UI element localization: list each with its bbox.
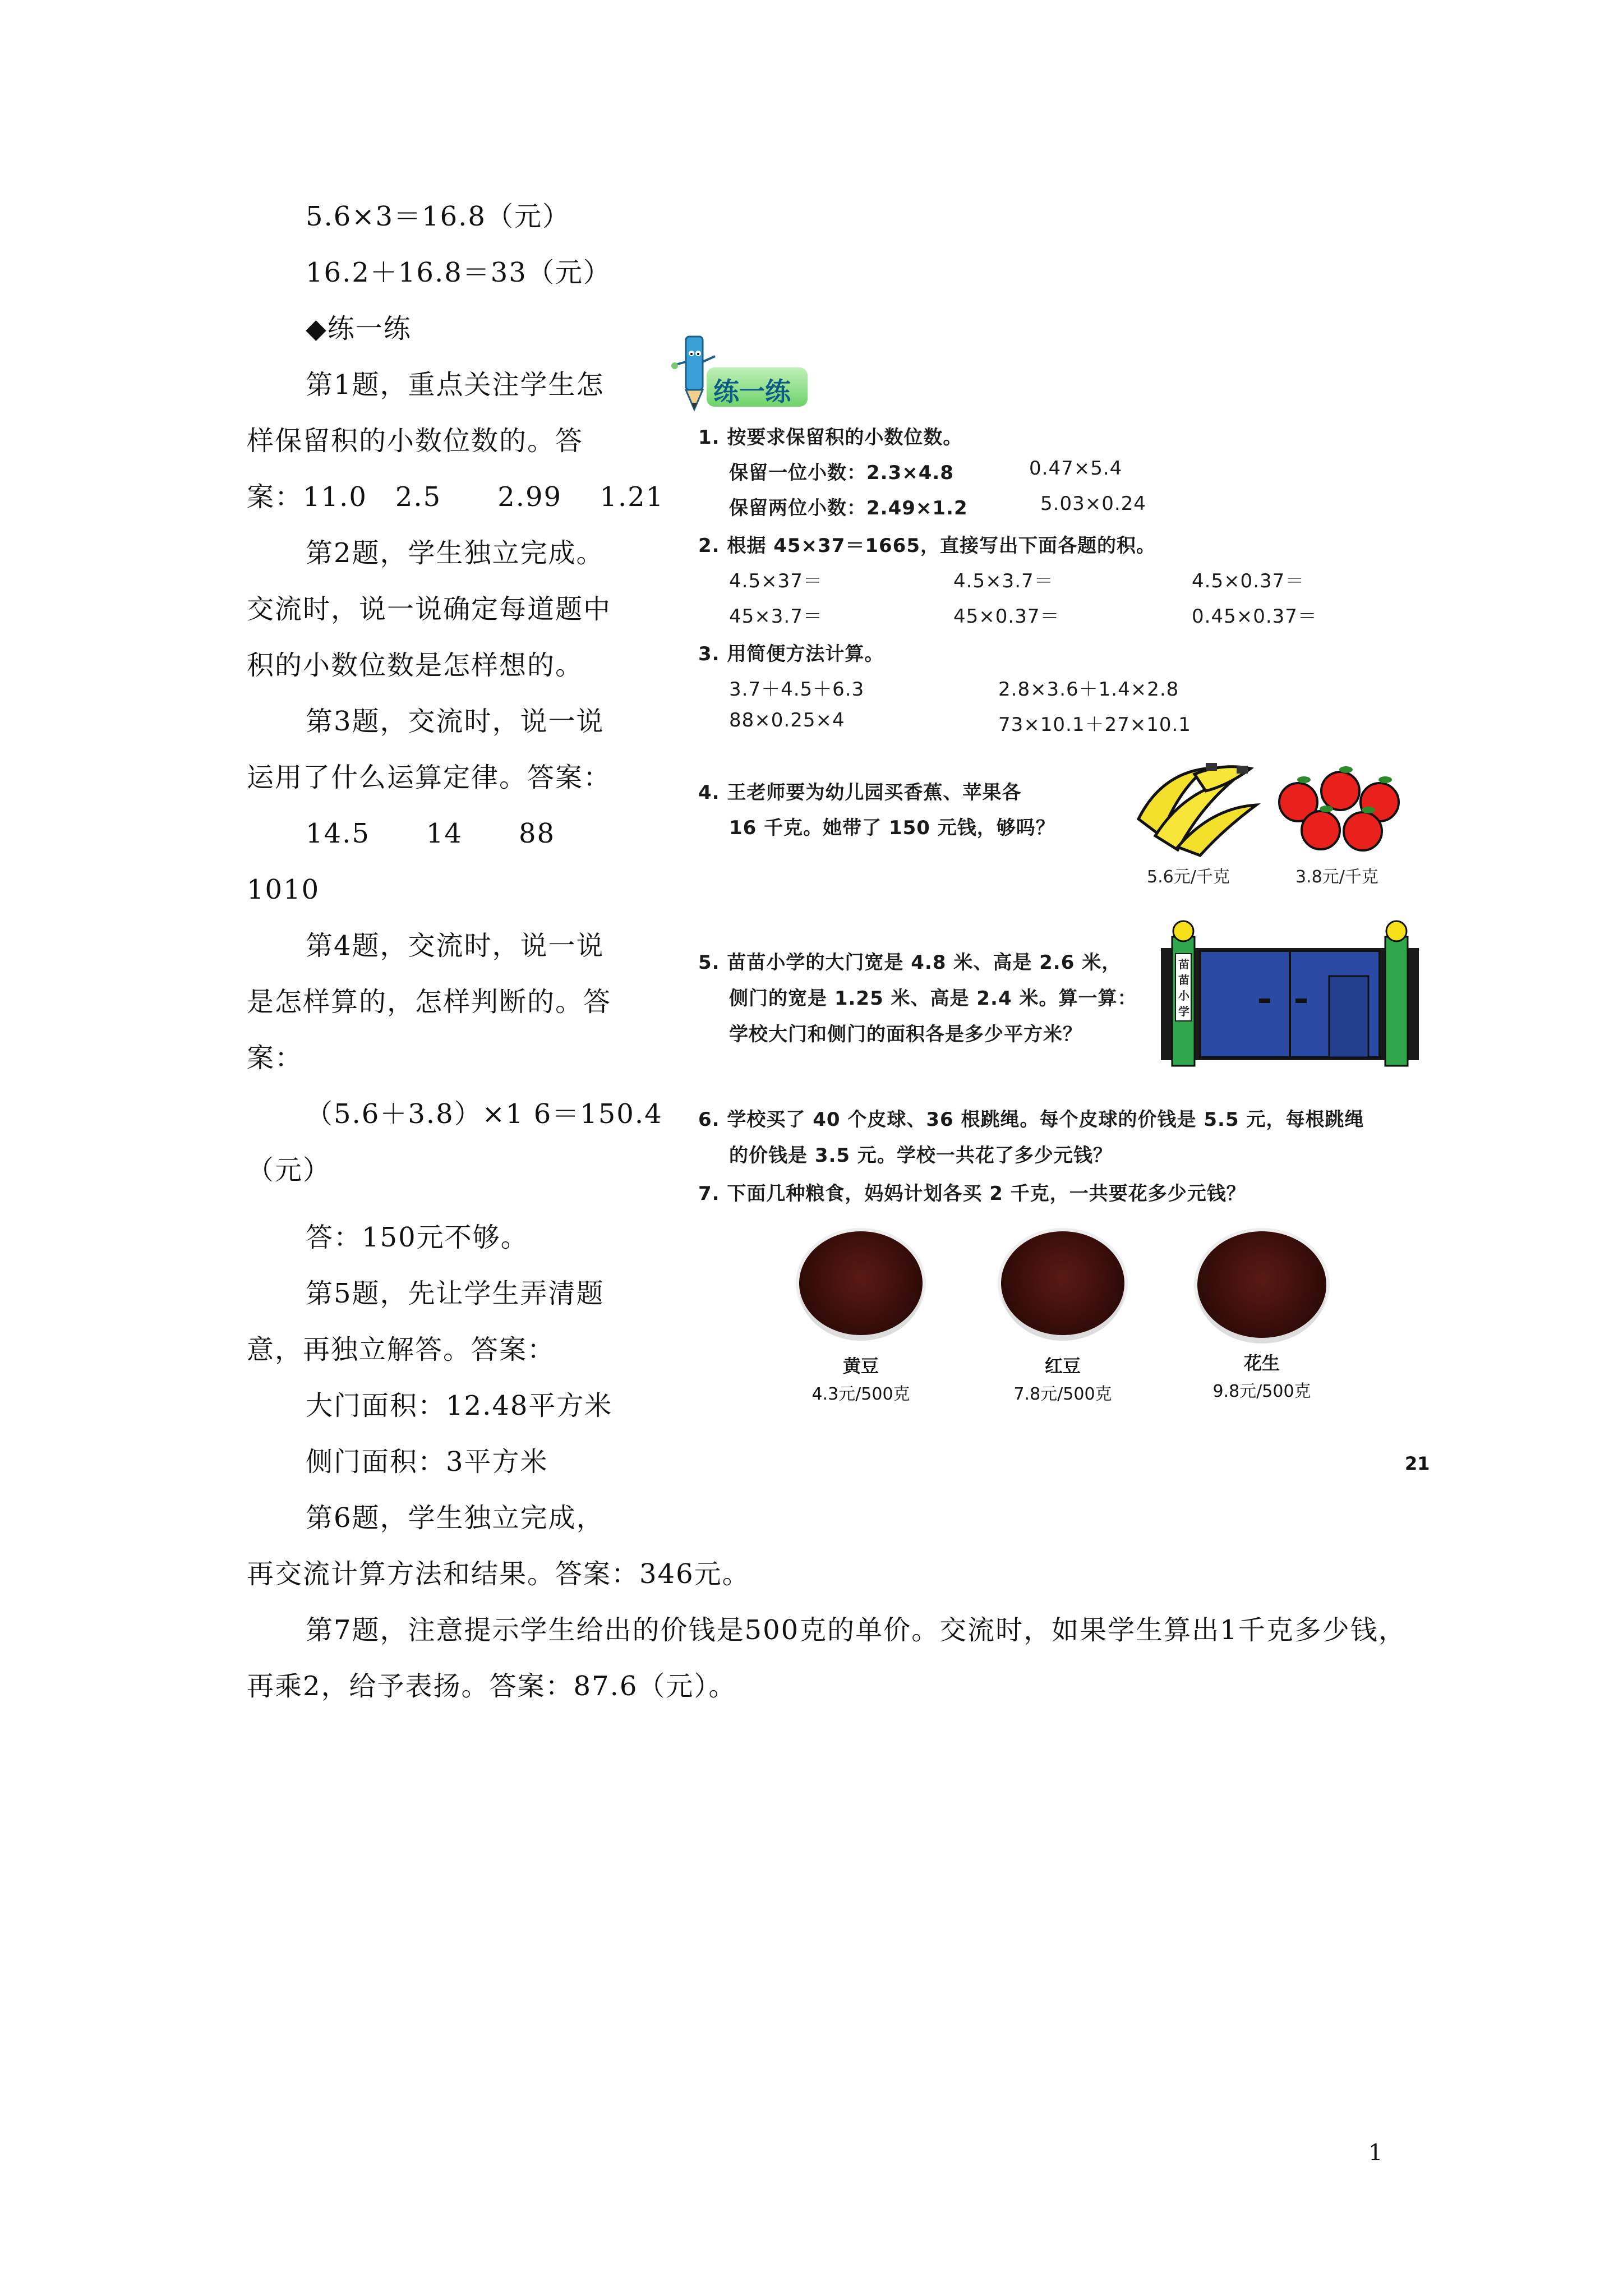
q2-item: 45×3.7＝ xyxy=(729,605,823,628)
banana-price: 5.6元/千克 xyxy=(1147,867,1230,887)
note-line: 1010 xyxy=(247,874,320,905)
note-line: 第7题，注意提示学生给出的价钱是500克的单价。交流时，如果学生算出1千克多少钱， xyxy=(306,1614,1407,1646)
question-6: 的价钱是 3.5 元。学校一共花了多少元钱？ xyxy=(729,1144,1113,1167)
peanut-bowl-image xyxy=(1197,1231,1326,1338)
textbook-page-number: 21 xyxy=(1405,1453,1430,1474)
q2-item: 45×0.37＝ xyxy=(953,605,1060,628)
note-line: 第4题，交流时，说一说 xyxy=(306,930,605,961)
note-line: 侧门面积：3平方米 xyxy=(306,1446,548,1478)
question-7: 7. 下面几种粮食，妈妈计划各买 2 千克，一共要花多少元钱？ xyxy=(698,1182,1246,1205)
q1-item: 保留一位小数：2.3×4.8 xyxy=(729,462,954,484)
section-heading: ◆练一练 xyxy=(306,313,412,344)
q1-item: 保留两位小数：2.49×1.2 xyxy=(729,497,968,519)
note-line: 案：11.0 2.5 2.99 1.21 xyxy=(247,481,665,513)
apple-icon xyxy=(1273,763,1408,858)
question-1: 1. 按要求保留积的小数位数。 xyxy=(698,426,963,449)
note-line: 样保留积的小数位数的。答 xyxy=(247,425,584,457)
note-line: 答：150元不够。 xyxy=(306,1222,529,1253)
grain-price: 4.3元/500克 xyxy=(811,1384,910,1404)
grain-name: 红豆 xyxy=(1044,1355,1081,1377)
note-line: 16.2＋16.8＝33（元） xyxy=(306,257,611,288)
note-line: 第5题，先让学生弄清题 xyxy=(306,1278,605,1309)
note-line: 再交流计算方法和结果。答案：346元。 xyxy=(247,1558,750,1590)
note-line: 运用了什么运算定律。答案： xyxy=(247,762,612,793)
gate-sign: 苗苗小学 xyxy=(1178,958,1189,1018)
note-line: 第3题，交流时，说一说 xyxy=(306,706,605,737)
question-6: 6. 学校买了 40 个皮球、36 根跳绳。每个皮球的价钱是 5.5 元，每根跳绳 xyxy=(698,1108,1364,1131)
note-line: 案： xyxy=(247,1042,303,1074)
school-gate-illustration xyxy=(1161,920,1419,1071)
red-bean-bowl-image xyxy=(1001,1231,1124,1335)
q3-item: 2.8×3.6＋1.4×2.8 xyxy=(998,678,1179,701)
grain-name: 黄豆 xyxy=(842,1355,879,1377)
q2-item: 4.5×0.37＝ xyxy=(1192,570,1305,592)
q3-item: 73×10.1＋27×10.1 xyxy=(998,714,1191,736)
page-number: 1 xyxy=(1368,2140,1383,2166)
q3-item: 3.7＋4.5＋6.3 xyxy=(729,678,865,701)
question-5: 学校大门和侧门的面积各是多少平方米？ xyxy=(729,1023,1082,1046)
grain-price: 7.8元/500克 xyxy=(1013,1384,1112,1404)
note-line: 交流时，说一说确定每道题中 xyxy=(247,593,612,625)
note-line: 第2题，学生独立完成。 xyxy=(306,537,605,569)
exercise-header: 练一练 xyxy=(713,376,791,407)
q2-item: 4.5×37＝ xyxy=(729,570,823,592)
note-line: 积的小数位数是怎样想的。 xyxy=(247,650,584,681)
note-line: 第6题，学生独立完成， xyxy=(306,1502,605,1534)
note-line: 是怎样算的，怎样判断的。答 xyxy=(247,986,612,1018)
apple-price: 3.8元/千克 xyxy=(1295,867,1378,887)
q1-item: 5.03×0.24 xyxy=(1040,493,1146,515)
note-line: 第1题，重点关注学生怎 xyxy=(306,369,605,401)
q1-item: 0.47×5.4 xyxy=(1029,457,1123,480)
q2-item: 0.45×0.37＝ xyxy=(1192,605,1317,628)
question-4: 16 千克。她带了 150 元钱，够吗？ xyxy=(729,817,1055,839)
question-3: 3. 用简便方法计算。 xyxy=(698,643,884,665)
grain-price: 9.8元/500克 xyxy=(1212,1382,1311,1401)
grain-name: 花生 xyxy=(1243,1352,1280,1374)
question-2: 2. 根据 45×37＝1665，直接写出下面各题的积。 xyxy=(698,535,1156,557)
note-line: （元） xyxy=(247,1154,331,1186)
note-line: 再乘2，给予表扬。答案：87.6（元）。 xyxy=(247,1671,737,1702)
note-line: 大门面积：12.48平方米 xyxy=(306,1390,613,1421)
q2-item: 4.5×3.7＝ xyxy=(953,570,1054,592)
note-line: （5.6＋3.8）×1 6＝150.4 xyxy=(306,1098,663,1130)
question-4: 4. 王老师要为幼儿园买香蕉、苹果各 xyxy=(698,781,1022,804)
q3-item: 88×0.25×4 xyxy=(729,709,845,731)
soybean-bowl-image xyxy=(799,1231,923,1335)
question-5: 侧门的宽是 1.25 米、高是 2.4 米。算一算： xyxy=(729,987,1137,1010)
note-line: 14.5 14 88 xyxy=(306,818,556,849)
note-line: 5.6×3＝16.8（元） xyxy=(306,201,570,232)
banana-icon xyxy=(1127,752,1262,858)
question-5: 5. 苗苗小学的大门宽是 4.8 米、高是 2.6 米， xyxy=(698,951,1122,974)
note-line: 意，再独立解答。答案： xyxy=(247,1334,556,1365)
